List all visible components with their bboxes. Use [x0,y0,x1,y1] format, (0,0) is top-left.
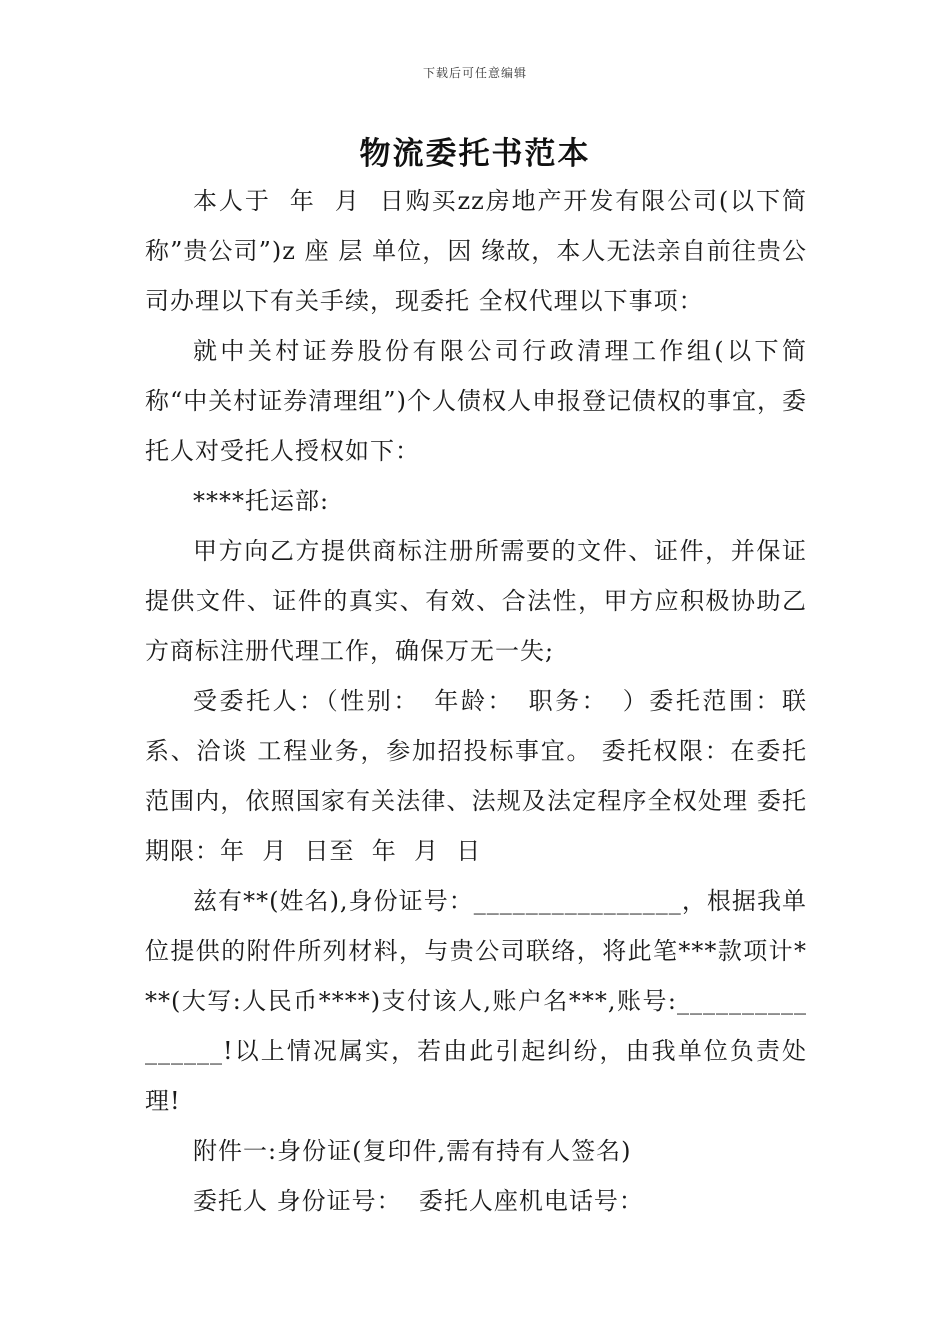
document-body [145,176,807,1226]
paragraph-authorization-matter: 就中关村证券股份有限公司行政清理工作组(以下简称“中关村证券清理组”)个人债权人申报登记债权的事宜，委托人对受托人授权如下： [145,337,807,465]
paragraph-trademark-documents: 甲方向乙方提供商标注册所需要的文件、证件，并保证提供文件、证件的真实、有效、合法性，甲方应积极协助乙方商标注册代理工作，确保万无一失; [145,537,807,665]
document-title: 物流委托书范本 [359,136,591,172]
paragraph-purchase-statement: 本人于 年 月 日购买zz房地产开发有限公司(以下简称”贵公司”)z 座 层 单位，因 缘故，本人无法亲自前往贵公司办理以下有关手续，现委托 全权代理以下事项： [145,187,807,315]
paragraph-trustee-details: 受委托人：（性别： 年龄： 职务： ）委托范围：联系、洽谈 工程业务，参加招投标事宜。 委托权限：在委托范围内，依照国家有关法律、法规及法定程序全权处理 委托期限：年 月 日至 年 月 日 [145,687,807,865]
header-note: 下载后可任意编辑 [422,66,527,80]
paragraph-attachment: 附件一:身份证(复印件,需有持有人签名) [193,1137,632,1165]
paragraph-payment-instruction: 兹有**(姓名),身份证号：________________，根据我单位提供的附件所列材料，与贵公司联络，将此笔***款项计***(大写:人民币****)支付该人,账户名***,账号:________________!以上情况属实，若由此引起纠纷，由我单位负责处理! [145,887,807,1115]
paragraph-signature-fields: 委托人 身份证号： 委托人座机电话号： [193,1187,644,1215]
paragraph-shipping-department: ****托运部: [193,487,330,515]
